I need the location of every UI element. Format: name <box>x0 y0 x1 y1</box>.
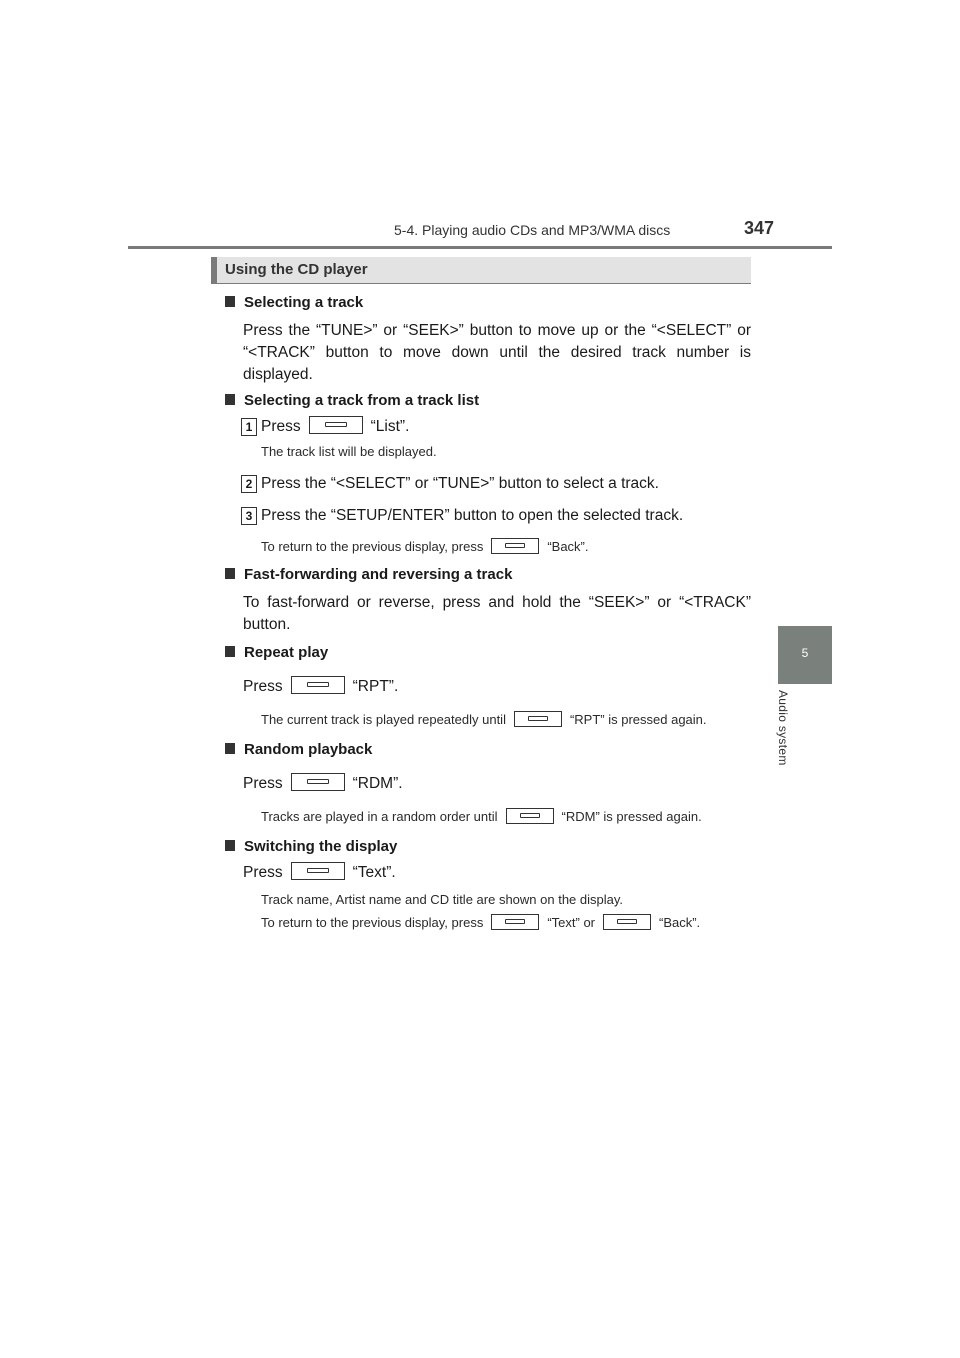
note-random: Tracks are played in a random order until “RDM” is pressed again. <box>261 809 702 824</box>
note-display-return: To return to the previous display, press “Text” or “Back”. <box>261 915 701 930</box>
display-button-icon <box>514 711 562 727</box>
chapter-number: 5 <box>801 646 809 660</box>
instruction-display: Press “Text”. <box>243 864 396 881</box>
display-button-icon <box>309 416 363 434</box>
square-bullet-icon <box>225 568 235 579</box>
heading-selecting-track: Selecting a track <box>225 294 751 312</box>
step-number: 1 <box>241 418 257 436</box>
display-button-icon <box>491 914 539 930</box>
chapter-label-container <box>776 690 816 790</box>
step-1: 1 Press “List”. <box>241 416 751 438</box>
step-2: 2 Press the “<SELECT” or “TUNE>” button to select a track. <box>241 473 751 495</box>
heading-fast-forward: Fast-forwarding and reversing a track <box>225 566 751 584</box>
section-title-header: 5-4. Playing audio CDs and MP3/WMA discs <box>394 222 671 238</box>
page-content <box>211 257 751 932</box>
step-number: 3 <box>241 507 257 525</box>
display-button-icon <box>291 773 345 791</box>
page-header <box>128 212 832 249</box>
square-bullet-icon <box>225 646 235 657</box>
chapter-tab <box>778 626 832 684</box>
note-track-list: The track list will be displayed. <box>261 444 437 459</box>
section-heading: Using the CD player <box>211 257 751 284</box>
display-button-icon <box>291 676 345 694</box>
paragraph-fast-forward: To fast-forward or reverse, press and hold the “SEEK>” or “<TRACK” button. <box>243 594 751 633</box>
heading-track-list: Selecting a track from a track list <box>225 392 751 410</box>
heading-repeat: Repeat play <box>225 644 751 662</box>
display-button-icon <box>603 914 651 930</box>
note-repeat: The current track is played repeatedly until “RPT” is pressed again. <box>261 712 707 727</box>
display-button-icon <box>291 862 345 880</box>
square-bullet-icon <box>225 394 235 405</box>
chapter-label: Audio system <box>776 690 790 766</box>
square-bullet-icon <box>225 743 235 754</box>
paragraph-selecting-track: Press the “TUNE>” or “SEEK>” button to move up or the “<SELECT” or “<TRACK” button to move down until the desired track number is displayed. <box>243 322 751 383</box>
instruction-repeat: Press “RPT”. <box>243 678 399 695</box>
heading-random: Random playback <box>225 741 751 759</box>
square-bullet-icon <box>225 296 235 307</box>
display-button-icon <box>506 808 554 824</box>
heading-display: Switching the display <box>225 838 751 856</box>
square-bullet-icon <box>225 840 235 851</box>
display-button-icon <box>491 538 539 554</box>
step-number: 2 <box>241 475 257 493</box>
note-return: To return to the previous display, press “Back”. <box>261 539 589 554</box>
step-3: 3 Press the “SETUP/ENTER” button to open the selected track. <box>241 505 751 527</box>
instruction-random: Press “RDM”. <box>243 775 403 792</box>
note-display: Track name, Artist name and CD title are shown on the display. <box>261 892 624 907</box>
page-number: 347 <box>743 218 774 238</box>
